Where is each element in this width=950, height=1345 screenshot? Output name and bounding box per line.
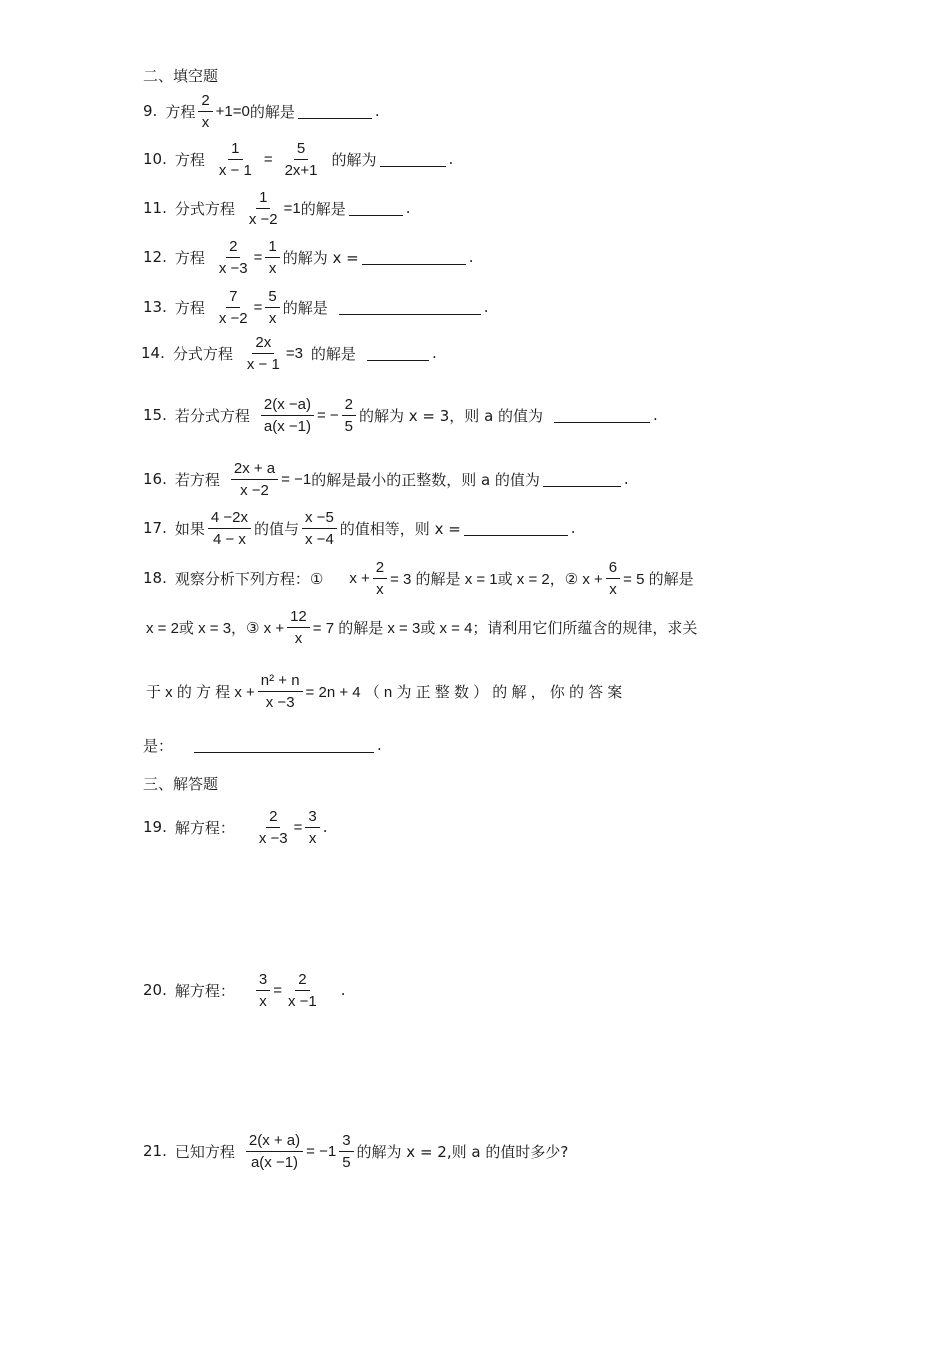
fraction xyxy=(244,335,283,372)
fraction xyxy=(261,397,314,434)
denominator: a(x −1) xyxy=(250,1153,299,1171)
question-text: 方程 xyxy=(174,298,205,317)
denominator: x −3 xyxy=(265,693,295,711)
question-9 xyxy=(143,86,380,136)
fraction xyxy=(246,1133,303,1170)
equation-part: x = 2或 x = 3，③ x + xyxy=(146,619,285,637)
denominator: x xyxy=(201,113,210,131)
equation-part: =1 xyxy=(283,199,301,217)
fraction xyxy=(265,289,279,326)
question-text: 方程 xyxy=(174,150,205,169)
answer-blank[interactable] xyxy=(380,152,446,167)
fraction xyxy=(231,461,278,498)
equation-part: = 5 的解是 xyxy=(623,570,694,588)
question-text: 的解为 x = 3，则 a 的值为 xyxy=(359,406,544,425)
numerator: 7 xyxy=(226,289,240,308)
denominator: x xyxy=(609,580,617,598)
period: . xyxy=(322,818,328,836)
fraction xyxy=(282,141,321,178)
fraction xyxy=(287,609,310,646)
period: . xyxy=(340,981,346,999)
equation-part: = 7 的解是 x = 3或 x = 4；请利用它们所蕴含的规律，求关 xyxy=(312,619,698,637)
fraction xyxy=(198,93,212,130)
numerator: 3 xyxy=(256,972,270,991)
numerator: 2 xyxy=(342,397,356,416)
answer-blank[interactable] xyxy=(367,346,429,361)
question-number: 9. xyxy=(143,102,158,120)
period: . xyxy=(468,248,474,266)
answer-blank[interactable] xyxy=(339,300,481,315)
answer-blank[interactable] xyxy=(554,408,650,423)
question-18-line-1 xyxy=(143,553,694,603)
question-18-line-2 xyxy=(146,602,697,652)
question-number: 12. xyxy=(143,248,167,266)
denominator: x −1 xyxy=(287,992,317,1010)
period: . xyxy=(374,102,380,120)
question-text: 若方程 xyxy=(174,470,220,489)
equation-part: 于 x 的 方 程 x + xyxy=(146,683,255,701)
numerator: 2 xyxy=(226,239,240,258)
equation-part: = 2n + 4 （ n 为 正 整 数 ） 的 解 ， 你 的 答 案 xyxy=(305,683,623,701)
question-text: 的解是 xyxy=(282,298,328,317)
numerator: 2 xyxy=(198,93,212,112)
question-21 xyxy=(143,1126,568,1176)
fraction xyxy=(256,809,291,846)
numerator: 5 xyxy=(265,289,279,308)
question-10 xyxy=(143,134,453,184)
answer-blank[interactable] xyxy=(298,104,372,119)
question-text: 的解是 xyxy=(300,199,346,218)
question-number: 20. xyxy=(143,981,167,999)
fraction xyxy=(305,809,319,846)
numerator: 4 −2x xyxy=(208,510,251,529)
section-solve-heading xyxy=(143,758,218,808)
denominator: 5 xyxy=(342,1153,351,1171)
question-text: 方程 xyxy=(165,102,196,121)
question-text: 观察分析下列方程：① xyxy=(174,569,324,588)
question-text: 已知方程 xyxy=(174,1142,235,1161)
fraction xyxy=(302,510,337,547)
denominator: a(x −1) xyxy=(263,417,311,435)
numerator: 1 xyxy=(265,239,279,258)
numerator: 2x + a xyxy=(231,461,278,480)
period: . xyxy=(653,406,658,424)
question-number: 10. xyxy=(143,150,167,168)
fraction xyxy=(258,673,303,710)
denominator: 4 − x xyxy=(212,530,246,548)
question-text: 方程 xyxy=(174,248,205,267)
question-text: 的值与 xyxy=(254,519,300,538)
denominator: 5 xyxy=(344,417,354,435)
question-19 xyxy=(143,802,328,852)
numerator: 2 xyxy=(295,972,309,991)
numerator: x −5 xyxy=(302,510,337,529)
numerator: 3 xyxy=(339,1133,353,1152)
equation-part: =3 xyxy=(285,344,303,362)
equation-part: = xyxy=(253,298,263,316)
answer-blank[interactable] xyxy=(464,521,568,536)
denominator: x xyxy=(268,309,277,327)
question-number: 18. xyxy=(143,569,167,587)
question-text: 的解为 x = 2,则 a 的值时多少? xyxy=(356,1142,569,1161)
fraction xyxy=(216,289,251,326)
fraction xyxy=(342,397,356,434)
question-number: 11. xyxy=(143,199,167,217)
question-text: 解方程： xyxy=(174,981,235,1000)
fraction xyxy=(246,190,281,227)
question-number: 19. xyxy=(143,818,167,836)
denominator: x − 1 xyxy=(218,161,252,179)
equation-part: = xyxy=(253,248,263,266)
fraction xyxy=(216,141,255,178)
section-solve-label: 三、解答题 xyxy=(143,774,219,793)
question-text: 的解是最小的正整数，则 a 的值为 xyxy=(311,470,540,489)
fraction xyxy=(256,972,270,1009)
equation-part: = −1 xyxy=(281,470,312,488)
period: . xyxy=(570,519,576,537)
fraction xyxy=(265,239,279,276)
period: . xyxy=(623,470,629,488)
denominator: x −2 xyxy=(248,210,278,228)
question-text: 是： xyxy=(143,736,174,755)
equation-part: x + xyxy=(349,569,370,587)
fraction xyxy=(373,560,387,597)
equation-part: = xyxy=(263,150,273,168)
fraction xyxy=(606,560,620,597)
denominator: x −2 xyxy=(218,309,248,327)
question-number: 15. xyxy=(143,406,167,424)
fraction xyxy=(216,239,251,276)
question-text: 的解为 x = xyxy=(282,248,359,267)
question-number: 14. xyxy=(141,344,165,362)
question-14 xyxy=(141,328,437,378)
question-18-line-3 xyxy=(146,666,622,716)
period: . xyxy=(483,298,489,316)
question-number: 16. xyxy=(143,470,167,488)
numerator: 2x xyxy=(252,335,274,354)
question-text: 若分式方程 xyxy=(174,406,250,425)
fraction xyxy=(208,510,251,547)
question-20 xyxy=(143,965,346,1015)
denominator: x xyxy=(268,259,277,277)
numerator: 2(x −a) xyxy=(261,397,314,416)
question-text: 如果 xyxy=(174,519,205,538)
section-fill-label: 二、填空题 xyxy=(143,66,219,85)
question-text: 分式方程 xyxy=(174,199,235,218)
numerator: 5 xyxy=(294,141,308,160)
numerator: 1 xyxy=(256,190,270,209)
equation-part: = xyxy=(293,818,303,836)
question-13 xyxy=(143,282,489,332)
answer-blank[interactable] xyxy=(543,472,621,487)
numerator: n² + n xyxy=(258,673,303,692)
denominator: x xyxy=(259,992,267,1010)
denominator: 2x+1 xyxy=(284,161,318,179)
question-text: 的值相等，则 x = xyxy=(339,519,461,538)
question-16 xyxy=(143,454,629,504)
question-11 xyxy=(143,183,411,233)
answer-blank[interactable] xyxy=(349,201,403,216)
numerator: 2(x + a) xyxy=(246,1133,303,1152)
equation-part: = xyxy=(273,981,282,999)
question-17 xyxy=(143,503,576,553)
question-text: 的解是 xyxy=(249,102,295,121)
denominator: x −4 xyxy=(305,530,334,548)
question-number: 13. xyxy=(143,298,167,316)
question-12 xyxy=(143,232,474,282)
equation-part: = −1 xyxy=(306,1142,337,1160)
fraction xyxy=(339,1133,353,1170)
answer-blank[interactable] xyxy=(194,738,374,753)
period: . xyxy=(377,736,382,754)
denominator: x xyxy=(294,629,303,647)
equation-part: = 3 的解是 x = 1或 x = 2，② x + xyxy=(390,570,603,588)
question-text: 的解是 xyxy=(310,344,356,363)
question-number: 17. xyxy=(143,519,167,537)
period: . xyxy=(448,150,454,168)
equation-part: = − xyxy=(316,406,339,424)
numerator: 2 xyxy=(373,560,387,579)
question-text: 解方程： xyxy=(174,818,235,837)
numerator: 12 xyxy=(287,609,310,628)
numerator: 3 xyxy=(305,809,319,828)
answer-blank[interactable] xyxy=(362,250,466,265)
denominator: x −2 xyxy=(240,481,269,499)
period: . xyxy=(405,199,411,217)
numerator: 1 xyxy=(228,141,242,160)
question-text: 的解为 xyxy=(331,150,377,169)
numerator: 6 xyxy=(606,560,620,579)
denominator: x xyxy=(308,829,317,847)
denominator: x xyxy=(376,580,384,598)
denominator: x −3 xyxy=(218,259,248,277)
equation-part: +1=0 xyxy=(215,102,250,120)
numerator: 2 xyxy=(266,809,280,828)
fraction xyxy=(285,972,320,1009)
denominator: x −3 xyxy=(258,829,288,847)
question-number: 21. xyxy=(143,1142,167,1160)
question-text: 分式方程 xyxy=(172,344,233,363)
question-15 xyxy=(143,390,658,440)
denominator: x − 1 xyxy=(246,355,280,373)
period: . xyxy=(431,344,437,362)
